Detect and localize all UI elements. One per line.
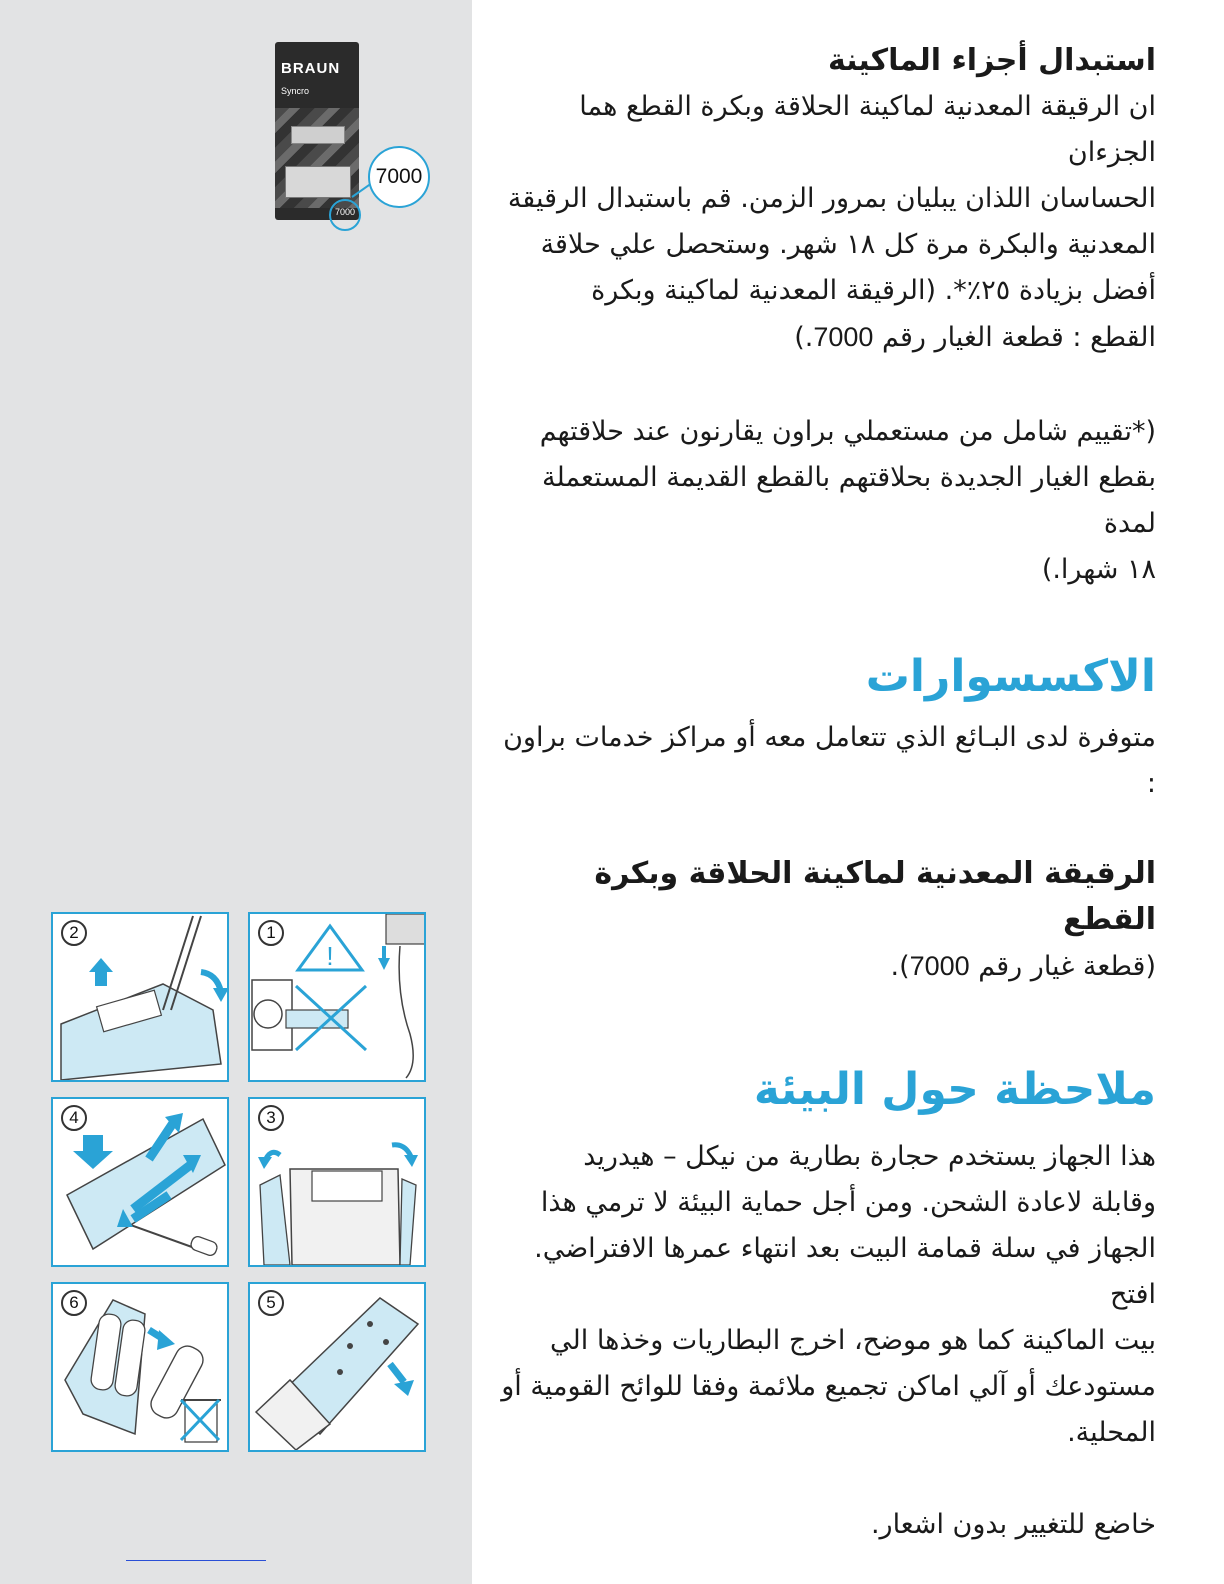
step-panel-6	[51, 1282, 229, 1452]
replace-line-3: المعدنية والبكرة مرة كل ١٨ شهر. وستحصل علي حلاقة	[540, 229, 1156, 260]
replace-line-4: أفضل بزيادة ٢٥٪*. (الرقيقة المعدنية لماكينة وبكرة	[591, 275, 1156, 306]
replace-line-2: الحساسان اللذان يبليان بمرور الزمن. قم باستبدال الرقيقة	[507, 183, 1156, 214]
step-number-6: 6	[61, 1290, 87, 1316]
environment-line-2: وقابلة لاعادة الشحن. ومن أجل حماية البيئة لا ترمي هذا	[540, 1187, 1156, 1218]
step-number-2: 2	[61, 920, 87, 946]
step-panel-5	[248, 1282, 426, 1452]
step-number-4: 4	[61, 1105, 87, 1131]
replace-line-5	[500, 314, 1156, 361]
step-panel-1	[248, 912, 426, 1082]
footer-rule	[126, 1560, 266, 1561]
replace-part-prefix: القطع : قطعة الغيار رقم	[882, 322, 1156, 353]
environment-line-6: المحلية.	[1067, 1417, 1156, 1448]
step-number-3: 3	[258, 1105, 284, 1131]
environment-line-5: مستودعك أو آلي اماكن تجميع ملائمة وفقا للوائح القومية أو	[501, 1371, 1156, 1402]
package-part-number: 7000	[334, 207, 355, 217]
accessories-intro: متوفرة لدى البـائع الذي تتعامل معه أو مراكز خدمات براون :	[503, 722, 1156, 799]
cutter-illustration	[285, 166, 351, 198]
note-line-2: بقطع الغيار الجديدة بحلاقتهم بالقطع القديمة المستعملة لمدة	[542, 462, 1156, 539]
note-line-1: (*تقييم شامل من مستعملي براون يقارنون عند حلاقتهم	[539, 416, 1156, 447]
step-panel-2	[51, 912, 229, 1082]
callout-part-number: 7000	[368, 146, 430, 208]
replace-heading: استبدال أجزاء الماكينة	[827, 43, 1156, 78]
environment-line-4: بيت الماكينة كما هو موضح، اخرج البطاريات وخذها الي	[550, 1325, 1156, 1356]
disclaimer: خاضع للتغيير بدون اشعار.	[870, 1509, 1156, 1540]
callout-circle-small	[329, 199, 361, 231]
environment-heading: ملاحظة حول البيئة	[753, 1064, 1156, 1115]
accessories-item-title: الرقيقة المعدنية لماكينة الحلاقة وبكرة القطع	[594, 856, 1156, 937]
step-number-1: 1	[258, 920, 284, 946]
step-panel-3	[248, 1097, 426, 1267]
environment-line-3: الجهاز في سلة قمامة البيت بعد انتهاء عمرها الافتراضي. افتح	[534, 1233, 1156, 1310]
accessories-part-prefix: (قطعة غيار رقم	[978, 951, 1156, 982]
accessories-heading: الاكسسوارات	[865, 651, 1156, 702]
product-line-label: Syncro	[281, 86, 310, 96]
step-number-5: 5	[258, 1290, 284, 1316]
main-content	[500, 30, 1156, 1548]
replace-part-number: 7000	[813, 322, 874, 352]
replace-line-1: ان الرقيقة المعدنية لماكينة الحلاقة وبكرة القطع هما الجزءان	[579, 91, 1156, 168]
brand-logo: BRAUN	[281, 60, 341, 77]
accessories-item-part	[500, 943, 1156, 990]
environment-line-1: هذا الجهاز يستخدم حجارة بطارية من نيكل – هيدريد	[583, 1141, 1156, 1172]
step-panel-4	[51, 1097, 229, 1267]
replace-part-suffix: .)	[794, 322, 814, 353]
svg-text:!: !	[326, 941, 334, 971]
accessories-part-suffix: ).	[890, 951, 910, 982]
accessories-part-number: 7000	[909, 951, 970, 981]
foil-illustration	[291, 126, 345, 144]
product-package	[275, 42, 359, 220]
note-line-3: ١٨ شهرا.)	[1041, 554, 1156, 585]
